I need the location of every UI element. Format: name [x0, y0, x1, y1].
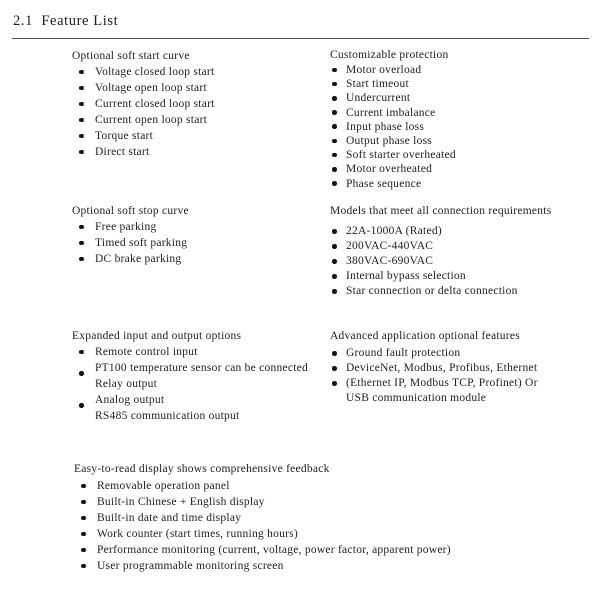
bullet-icon [332, 181, 337, 186]
bullet-icon [79, 102, 84, 107]
list-item [74, 510, 564, 526]
list-item [72, 219, 324, 235]
bullet-icon [332, 351, 337, 356]
list-item-text: Current open loop start [95, 114, 208, 126]
bullet-icon [81, 548, 86, 553]
list-item-text: Built-in date and time display [97, 512, 242, 524]
section-advanced-optional-features [330, 328, 594, 406]
bullet-icon [79, 118, 84, 123]
heading-rule [12, 38, 589, 39]
list-item-text: Motor overheated [346, 163, 433, 176]
section-expanded-io-options [72, 328, 372, 424]
list-item-text: USB communication module [346, 392, 487, 404]
bullet-icon [332, 244, 337, 249]
bullet-icon [332, 139, 337, 144]
list-item-text: Voltage closed loop start [95, 66, 215, 78]
list-item-text: Current closed loop start [95, 98, 215, 110]
section-title: Expanded input and output options [72, 330, 242, 342]
list-item-text: Output phase loss [346, 135, 433, 148]
list-item-text: Start timeout [346, 78, 409, 91]
list-item-text: Current imbalance [346, 106, 436, 119]
bullet-icon [79, 350, 84, 355]
list-item-text: Free parking [95, 221, 157, 233]
list-item [72, 128, 324, 144]
bullet-icon [332, 82, 337, 87]
list-item-text: RS485 communication output [95, 410, 240, 422]
list-item-text: Motor overload [346, 64, 422, 76]
bullet-icon [79, 257, 84, 262]
bullet-icon [79, 134, 84, 139]
list-item [72, 96, 324, 112]
list-item-text: Analog output [95, 394, 165, 406]
list-item [72, 144, 324, 160]
list-item [72, 376, 372, 392]
list-item-text: Work counter (start times, running hours) [97, 528, 298, 540]
list-item [72, 408, 372, 424]
list-item [330, 224, 588, 239]
list-item [330, 269, 588, 284]
bullet-icon [332, 110, 337, 115]
bullet-icon [79, 241, 84, 246]
list-item [330, 77, 588, 91]
list-item [330, 148, 588, 162]
list-item [74, 526, 564, 542]
bullet-icon [81, 500, 86, 505]
section-customizable-protection [330, 47, 588, 191]
section-title: Optional soft stop curve [72, 205, 189, 217]
feature-list [72, 64, 324, 160]
list-item [74, 558, 564, 574]
section-title: Customizable protection [330, 49, 449, 61]
list-item [72, 235, 324, 251]
bullet-icon [79, 70, 84, 75]
list-item-text: Undercurrent [346, 92, 411, 105]
feature-list [72, 344, 372, 424]
list-item [330, 120, 588, 134]
list-item [330, 63, 588, 77]
list-item [330, 376, 594, 391]
list-item-text: DC brake parking [95, 253, 182, 265]
list-item-text: Direct start [95, 146, 150, 158]
section-connection-requirements [330, 203, 588, 299]
list-item [74, 494, 564, 510]
list-item [330, 361, 594, 376]
list-item [72, 360, 372, 376]
list-item-text: Soft starter overheated [346, 149, 456, 162]
list-item [330, 162, 588, 176]
list-item-text: 22A-1000A (Rated) [346, 225, 442, 237]
list-item-text: Performance monitoring (current, voltage, power factor, apparent power) [97, 544, 451, 556]
list-item-text: Relay output [95, 378, 158, 390]
bullet-icon [332, 68, 337, 73]
bullet-icon [79, 150, 84, 155]
list-item [74, 478, 564, 494]
bullet-icon [332, 274, 337, 279]
list-item-text: Timed soft parking [95, 237, 188, 249]
list-item [330, 391, 594, 406]
list-item [72, 251, 324, 267]
section-display-feedback [74, 461, 564, 574]
list-item [330, 177, 588, 191]
bullet-icon [79, 86, 84, 91]
feature-list [72, 219, 324, 267]
bullet-icon [332, 259, 337, 264]
list-item [72, 344, 372, 360]
list-item-text: Internal bypass selection [346, 270, 466, 282]
bullet-icon [81, 516, 86, 521]
list-item [330, 284, 588, 299]
feature-list [330, 63, 588, 191]
bullet-icon [332, 96, 337, 101]
list-item [330, 239, 588, 254]
bullet-icon [332, 366, 337, 371]
list-item [72, 64, 324, 80]
list-item-text: 380VAC-690VAC [346, 255, 434, 267]
bullet-icon [332, 153, 337, 158]
section-title: Models that meet all connection requirements [330, 205, 552, 217]
bullet-icon [81, 484, 86, 489]
list-item [330, 134, 588, 148]
bullet-icon [79, 371, 84, 376]
list-item-text: Removable operation panel [97, 480, 230, 492]
list-item-text: Input phase loss [346, 120, 425, 133]
list-item [330, 346, 594, 361]
feature-list [330, 346, 594, 406]
list-item-text: Torque start [95, 130, 154, 142]
page-title: 2.1 Feature List [13, 13, 119, 29]
bullet-icon [332, 229, 337, 234]
list-item-text: Remote control input [95, 346, 198, 358]
feature-list [74, 478, 564, 574]
bullet-icon [332, 167, 337, 172]
list-item [330, 106, 588, 120]
section-optional-soft-start-curve [72, 48, 324, 160]
list-item-text: PT100 temperature sensor can be connected [95, 362, 309, 374]
bullet-icon [79, 225, 84, 230]
list-item-text: (Ethernet IP, Modbus TCP, Profinet) Or [346, 377, 538, 389]
list-item [330, 254, 588, 269]
list-item-text: Built-in Chinese + English display [97, 496, 265, 508]
section-title: Easy-to-read display shows comprehensive feedback [74, 463, 330, 475]
bullet-icon [332, 124, 337, 129]
list-item [74, 542, 564, 558]
bullet-icon [332, 381, 337, 386]
bullet-icon [332, 289, 337, 294]
list-item [330, 91, 588, 105]
list-item-text: DeviceNet, Modbus, Profibus, Ethernet [346, 362, 538, 374]
list-item [72, 80, 324, 96]
section-title: Optional soft start curve [72, 50, 190, 62]
bullet-icon [79, 403, 84, 408]
list-item [72, 112, 324, 128]
section-title: Advanced application optional features [330, 330, 520, 342]
list-item-text: Ground fault protection [346, 347, 461, 359]
bullet-icon [81, 532, 86, 537]
list-item-text: 200VAC-440VAC [346, 240, 434, 252]
feature-list [330, 224, 588, 299]
bullet-icon [81, 564, 86, 569]
list-item-text: Star connection or delta connection [346, 285, 518, 297]
list-item [72, 392, 372, 408]
list-item-text: User programmable monitoring screen [97, 560, 284, 572]
list-item-text: Voltage open loop start [95, 82, 207, 94]
section-optional-soft-stop-curve [72, 203, 324, 267]
list-item-text: Phase sequence [346, 177, 422, 190]
